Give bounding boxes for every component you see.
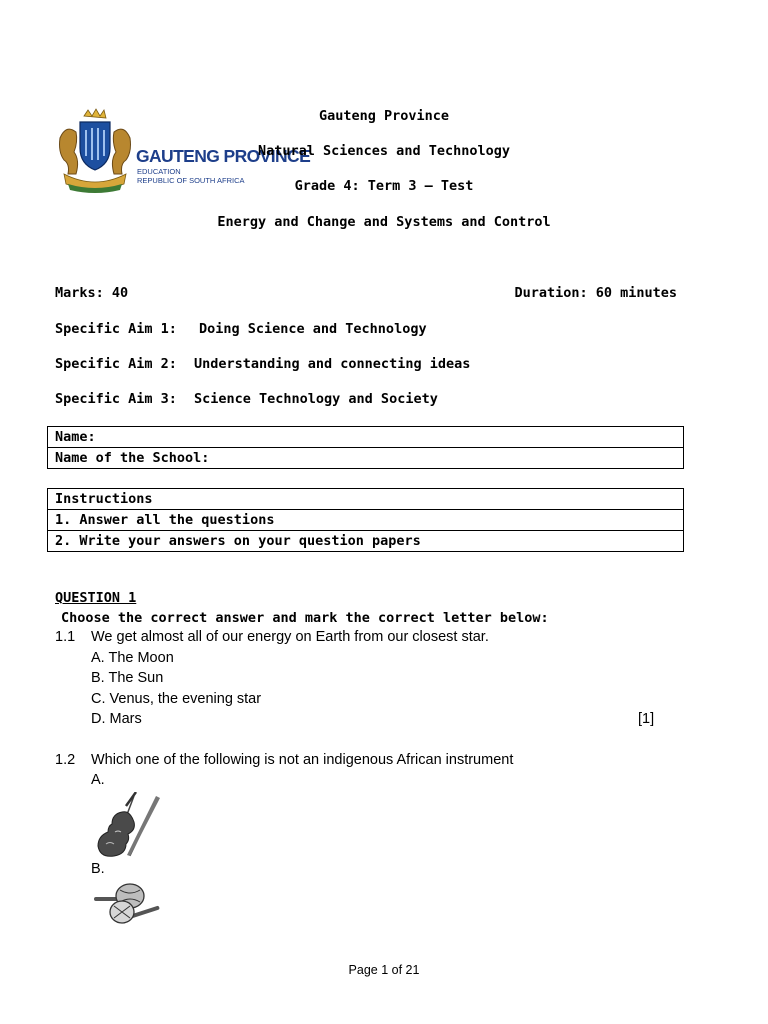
q1-1-option-b[interactable]: B. The Sun (91, 670, 164, 686)
instructions-table (47, 488, 684, 552)
aim-3-label: Specific Aim 3: (55, 391, 177, 407)
q1-2-option-b[interactable]: B. (91, 861, 105, 877)
q1-1-option-a[interactable]: A. The Moon (91, 650, 174, 666)
header-topic: Energy and Change and Systems and Control (217, 214, 551, 230)
q1-1-marks: [1] (638, 711, 655, 727)
name-field[interactable]: Name: (48, 427, 684, 448)
violin-icon[interactable] (88, 792, 162, 860)
aim-1-text: Doing Science and Technology (199, 321, 427, 337)
aim-3-text: Science Technology and Society (194, 391, 438, 407)
instruction-1: 1. Answer all the questions (48, 510, 684, 531)
q1-1-option-c[interactable]: C. Venus, the evening star (91, 691, 262, 707)
marks: Marks: 40 (55, 285, 129, 301)
q1-2-option-a[interactable]: A. (91, 772, 105, 788)
question-1-heading: QUESTION 1 (55, 590, 137, 606)
question-1-prompt: Choose the correct answer and mark the correct letter below: (61, 610, 549, 626)
q1-1-text: We get almost all of our energy on Earth from our closest star. (91, 629, 489, 645)
aim-1-label: Specific Aim 1: (55, 321, 177, 337)
header-grade-term: Grade 4: Term 3 – Test (294, 178, 474, 194)
page-number: Page 1 of 21 (348, 963, 420, 977)
duration: Duration: 60 minutes (514, 285, 677, 301)
q1-1-number: 1.1 (55, 629, 76, 645)
q1-2-text: Which one of the following is not an indigenous African instrument (91, 752, 514, 768)
student-info-table (47, 426, 684, 469)
maracas-icon[interactable] (92, 880, 164, 926)
instructions-heading: Instructions (48, 489, 684, 510)
aim-2-label: Specific Aim 2: (55, 356, 177, 372)
q1-2-number: 1.2 (55, 752, 76, 768)
aim-2-text: Understanding and connecting ideas (194, 356, 471, 372)
school-name-field[interactable]: Name of the School: (48, 448, 684, 469)
q1-1-option-d[interactable]: D. Mars (91, 711, 142, 727)
logo-sub: EDUCATION REPUBLIC OF SOUTH AFRICA (137, 167, 245, 185)
logo-lettering: GAUTENG PROVINCE (136, 146, 311, 166)
header-province: Gauteng Province (318, 108, 450, 124)
header-subject: Natural Sciences and Technology (258, 143, 510, 159)
instruction-2: 2. Write your answers on your question papers (48, 531, 684, 552)
